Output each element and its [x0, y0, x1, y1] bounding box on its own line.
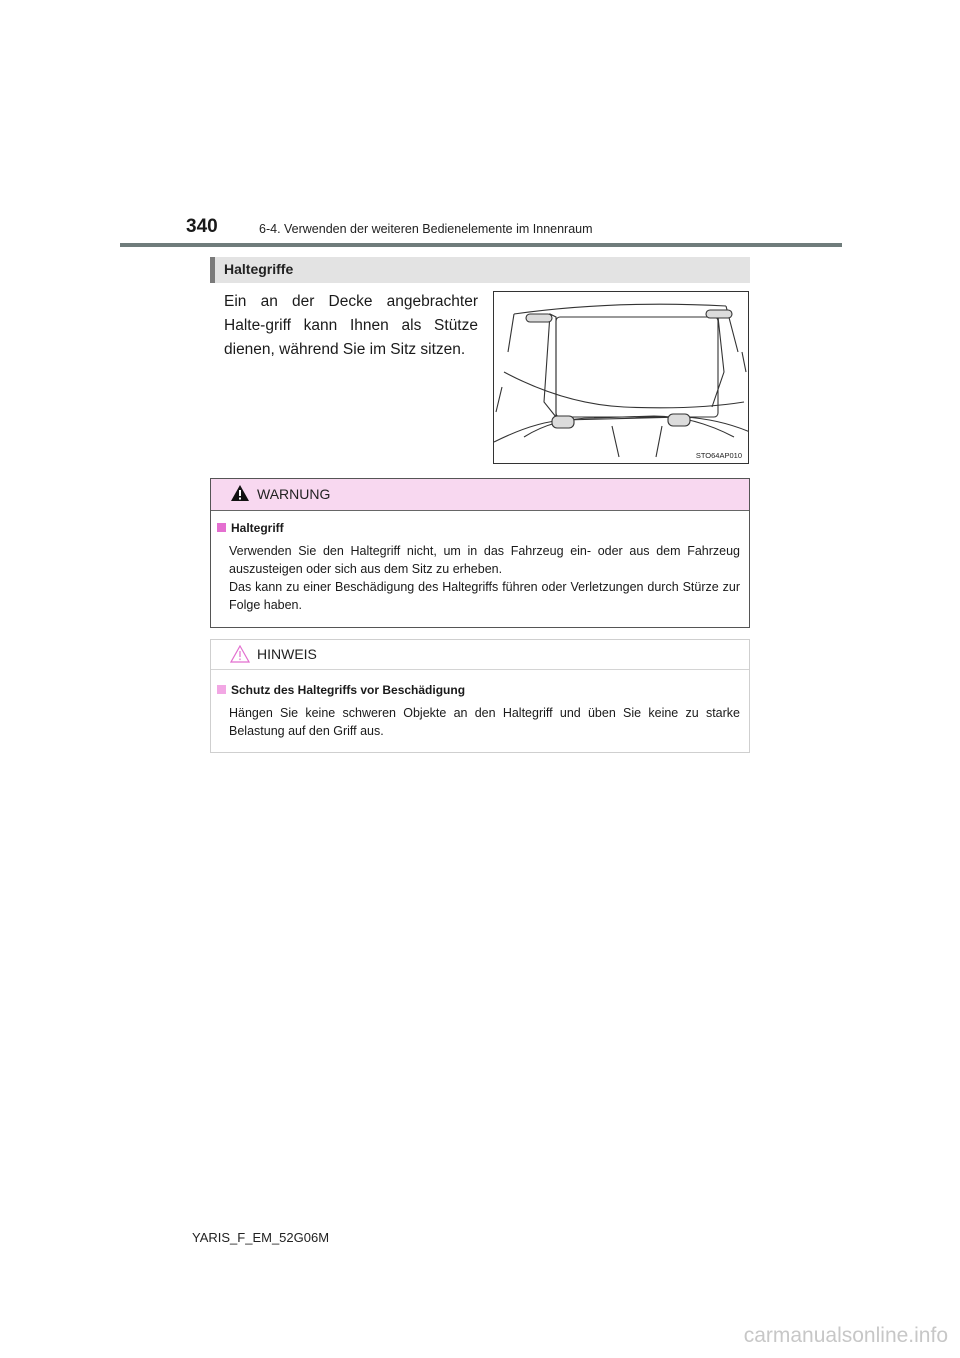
- section-title: Haltegriffe: [224, 261, 294, 277]
- notice-paragraph: Hängen Sie keine schweren Objekte an den Haltegriff und üben Sie keine zu starke Belastung auf den Griff aus.: [229, 706, 740, 738]
- figure-code: STO64AP010: [695, 451, 742, 460]
- warning-box: [210, 478, 750, 628]
- notice-heading: HINWEIS: [257, 646, 317, 662]
- watermark: carmanualsonline.info: [743, 1324, 948, 1347]
- grip-illustration: [493, 291, 749, 464]
- grip-front-right: [706, 310, 732, 318]
- bullet-square-icon: [217, 685, 226, 694]
- document-code: YARIS_F_EM_52G06M: [192, 1230, 330, 1245]
- header-rule: [120, 243, 842, 247]
- section-heading-bar: [210, 257, 750, 283]
- section-marker: [210, 257, 215, 283]
- grip-front-left: [526, 314, 552, 322]
- intro-text: Ein an der Decke angebrachter Halte-griff kann Ihnen als Stütze dienen, während Sie im Sitz sitzen.: [224, 293, 478, 358]
- warning-paragraph: Das kann zu einer Beschädigung des Haltegriffs führen oder Verletzungen durch Stürze zur Folge haben.: [229, 580, 740, 612]
- sunroof-glass: [556, 317, 718, 417]
- warning-heading: WARNUNG: [257, 486, 331, 502]
- chapter-title: 6-4. Verwenden der weiteren Bedienelemente im Innenraum: [259, 222, 593, 236]
- warning-triangle-icon: [230, 484, 250, 502]
- grip-rear-left: [552, 416, 574, 428]
- warning-item-title: Haltegriff: [217, 521, 284, 535]
- caution-triangle-icon: [230, 645, 250, 663]
- warning-paragraph: Verwenden Sie den Haltegriff nicht, um in das Fahrzeug ein- oder aus dem Fahrzeug auszusteigen oder sich aus dem Sitz zu erheben.: [229, 544, 740, 576]
- notice-box: [210, 639, 750, 753]
- car-ceiling-drawing: [494, 292, 749, 464]
- notice-item-title: Schutz des Haltegriffs vor Beschädigung: [217, 683, 465, 697]
- page-number: 340: [186, 216, 218, 237]
- notice-item-text: [229, 704, 740, 740]
- warning-header: [211, 479, 749, 511]
- grip-rear-right: [668, 414, 690, 426]
- warning-item-text: [229, 542, 740, 614]
- notice-header: [211, 640, 749, 670]
- bullet-square-icon: [217, 523, 226, 532]
